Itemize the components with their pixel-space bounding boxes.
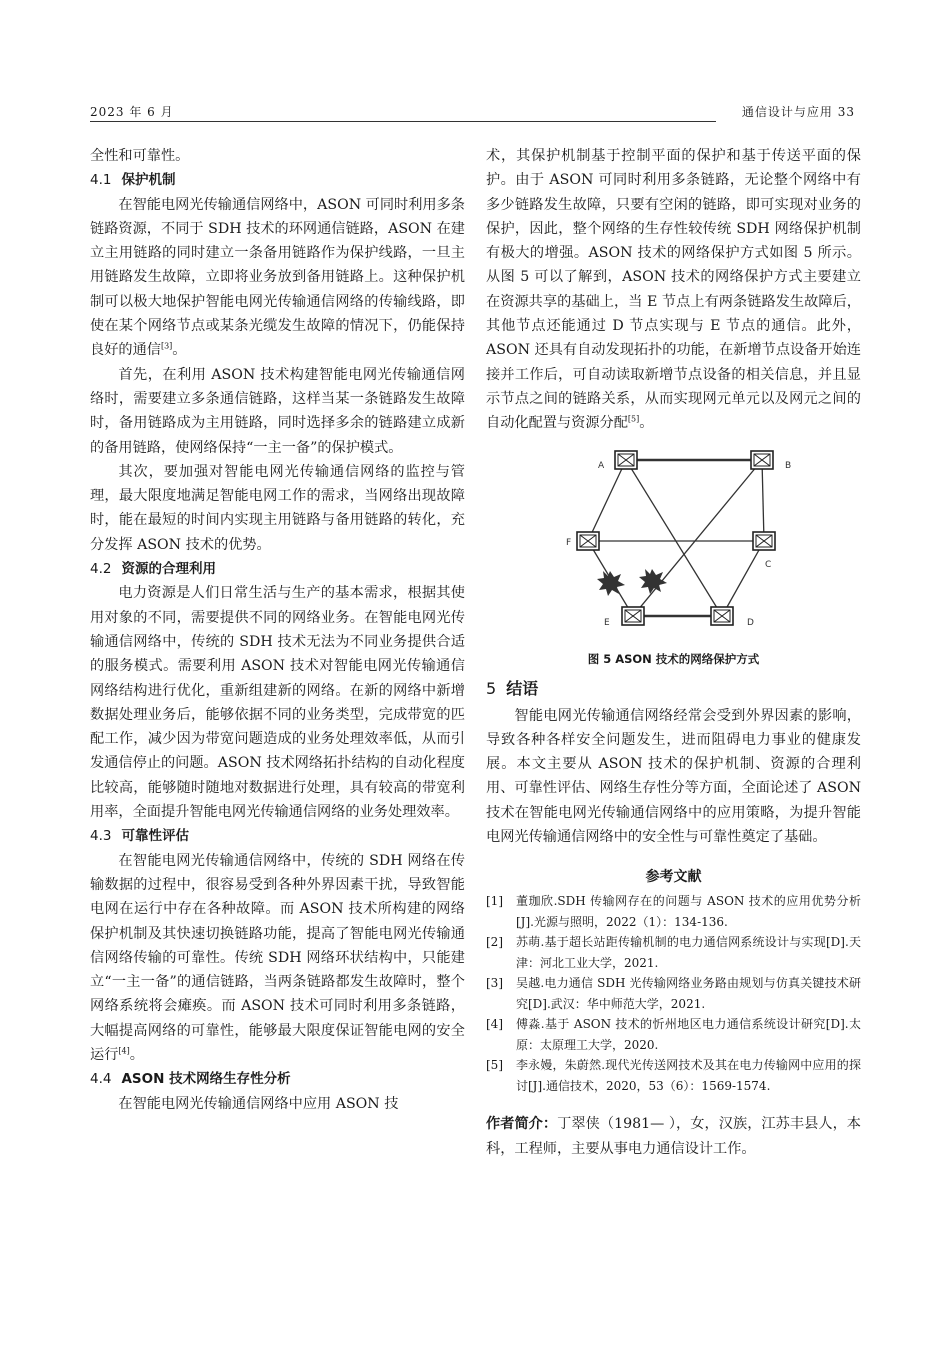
- node-f-label: F: [566, 537, 572, 548]
- section-5-heading: [486, 674, 861, 704]
- section-number: 4.3: [90, 828, 112, 845]
- paragraph-conclusion: 智能电网光传输通信网络经常会受到外界因素的影响，导致各种各样安全问题发生，进而阻碍电力事业的健康发展。本文主要从 ASON 技术的保护机制、资源的合理利用、可靠性评估、网络生存性分等方面，全面论述了 ASON 技术在智能电网光传输通信网络中的应用策略，为提升智能电网光传输通信网络中的安全性与可靠性奠定了基础。: [486, 707, 861, 846]
- link-a-d: [626, 460, 722, 616]
- reference-item: [486, 1055, 861, 1096]
- reference-text: 董珈欣.SDH 传输网存在的问题与 ASON 技术的应用优势分析[J].光源与照明，2022（1）：134-136.: [516, 894, 861, 929]
- paragraph-text: 术，其保护机制基于控制平面的保护和基于传送平面的保护。由于 ASON 可同时利用多条链路，无论整个网络中有多少链路发生故障，只要有空闲的链路，即可实现对业务的保护，因此，整个网络的生存性较传统 SDH 网络保护机制有极大的增强。ASON 技术的网络保护方式如图 5 所示。从图 5 可以了解到，ASON 技术的网络保护方式主要建立在资源共享的基础上，当 E 节点上有两条链路发生故障后，其他节点还能通过 D 节点实现与 E 节点的通信。此外，ASON 还具有自动发现拓扑的功能，在新增节点设备开始连接并工作后，可自动读取新增节点设备的相关信息，并且显示节点之间的链路关系，从而实现网元单元以及网元之间的自动化配置与资源分配: [486, 148, 861, 432]
- node-c-label: C: [765, 559, 772, 570]
- paragraph-survivability-start: 在智能电网光传输通信网络中应用 ASON 技: [118, 1095, 399, 1112]
- figure-5: [486, 450, 861, 648]
- network-links: [588, 460, 764, 616]
- node-a-label: A: [598, 460, 605, 471]
- paragraph-protection: [90, 193, 465, 363]
- section-4-3-heading: [90, 824, 465, 848]
- section-4-4-heading: [90, 1067, 465, 1091]
- node-d: [711, 607, 733, 625]
- reference-item: [486, 1014, 861, 1055]
- network-diagram: [486, 450, 861, 648]
- paragraph-resources: 电力资源是人们日常生活与生产的基本需求，根据其使用对象的不同，需要提供不同的网络业务。在智能电网光传输通信网络中，传统的 SDH 技术无法为不同业务提供合适的服务模式。需要利用 ASON 技术对智能电网光传输通信网络结构进行优化，重新组建新的网络。在新的网络中新增数据处理业务后，能够依据不同的业务类型，完成带宽的匹配工作，减少因为带宽问题造成的业务处理效率低，从而引发通信停止的问题。ASON 技术网络拓扑结构的自动化程度比较高，能够随时随地对数据进行处理，具有较高的带宽利用率，全面提升智能电网光传输通信网络的业务处理效率。: [90, 585, 465, 821]
- section-number: 4.2: [90, 561, 112, 578]
- section-title: ASON 技术网络生存性分析: [121, 1071, 291, 1088]
- reference-number: [4]: [486, 1017, 503, 1032]
- reference-text: 李永嫚，朱蔚然.现代光传送网技术及其在电力传输网中应用的探讨[J].通信技术，2020，53（6）：1569-1574.: [516, 1058, 861, 1093]
- header-journal: 通信设计与应用 33: [741, 105, 855, 119]
- node-d-label: D: [747, 617, 754, 628]
- section-4-2-heading: [90, 557, 465, 581]
- references-list: [486, 891, 861, 1096]
- citation-ref: [3]: [160, 341, 173, 351]
- paragraph-reliability: [90, 849, 465, 1068]
- reference-number: [1]: [486, 894, 503, 909]
- link-d-c: [722, 541, 764, 616]
- node-e: [622, 607, 644, 625]
- left-column: [90, 144, 465, 1116]
- node-b: [751, 451, 773, 469]
- node-c: [753, 532, 775, 550]
- reference-text: 苏萌.基于超长站距传输机制的电力通信网系统设计与实现[D].天津：河北工业大学，2021.: [516, 935, 861, 970]
- reference-number: [5]: [486, 1058, 503, 1073]
- references-title: 参考文献: [645, 869, 702, 886]
- section-title: 可靠性评估: [121, 828, 189, 845]
- link-b-e: [633, 460, 762, 616]
- reference-text: 吴越.电力通信 SDH 光传输网络业务路由规划与仿真关键技术研究[D].武汉：华中师范大学，2021.: [516, 976, 861, 1011]
- node-f: [577, 532, 599, 550]
- citation-ref: [4]: [118, 1046, 130, 1056]
- paragraph-intro-end: 全性和可靠性。: [90, 148, 190, 164]
- paragraph-first: 首先，在利用 ASON 技术构建智能电网光传输通信网络时，需要建立多条通信链路，这样当某一条链路发生故障时，备用链路成为主用链路，同时选择多余的链路建立成新的备用链路，使网络保持“一主一备”的保护模式。: [90, 366, 465, 456]
- paragraph-text: 在智能电网光传输通信网络中，传统的 SDH 网络在传输数据的过程中，很容易受到各种外界因素干扰，导致智能电网在运行中存在各种故障。而 ASON 技术所构建的网络保护机制及其快速切换链路功能，提高了智能电网光传输通信网络传输的可靠性。传统 SDH 网络环状结构中，只能建立“一主一备”的通信链路，当两条链路都发生故障时，整个网络系统将会瘫痪。而 ASON 技术可同时利用多条链路，大幅提高网络的可靠性，能够最大限度保证智能电网的安全运行: [90, 852, 465, 1063]
- section-number: 4.1: [90, 172, 112, 189]
- reference-number: [2]: [486, 935, 503, 950]
- author-bio: [486, 1112, 861, 1161]
- reference-item: [486, 891, 861, 932]
- node-e-label: E: [604, 617, 610, 628]
- link-b-c: [762, 460, 764, 541]
- header-rule: [90, 121, 716, 122]
- reference-text: 傅淼.基于 ASON 技术的忻州地区电力通信系统设计研究[D].太原：太原理工大学，2020.: [516, 1017, 861, 1052]
- section-title: 保护机制: [121, 172, 176, 189]
- paragraph-end: 。: [639, 415, 654, 432]
- node-a: [615, 451, 637, 469]
- author-bio-label: 作者简介：: [486, 1116, 558, 1133]
- reference-number: [3]: [486, 976, 503, 991]
- header-date: 2023 年 6 月: [90, 105, 174, 119]
- section-title: 结语: [506, 678, 539, 698]
- reference-item: [486, 932, 861, 973]
- link-a-f: [588, 460, 626, 541]
- right-column: [486, 144, 861, 1161]
- section-number: 5: [486, 678, 497, 698]
- section-number: 4.4: [90, 1071, 112, 1088]
- fault-burst-icon: [597, 571, 625, 596]
- fault-burst-icon: [639, 569, 667, 594]
- node-b-label: B: [785, 460, 792, 471]
- reference-item: [486, 973, 861, 1014]
- paragraph-second: 其次，要加强对智能电网光传输通信网络的监控与管理，最大限度地满足智能电网工作的需求，当网络出现故障时，能在最短的时间内实现主用链路与备用链路的转化，充分发挥 ASON 技术的优势。: [90, 463, 465, 553]
- citation-ref: [5]: [627, 414, 640, 424]
- paragraph-end: 。: [172, 342, 187, 359]
- section-title: 资源的合理利用: [121, 561, 216, 578]
- paragraph-end: 。: [129, 1046, 144, 1063]
- author-bio-text: 丁翠侠（1981— ），女，汉族，江苏丰县人，本科，工程师，主要从事电力通信设计工作。: [486, 1116, 861, 1157]
- paragraph-survivability-cont: [486, 144, 861, 436]
- figure-caption: 图 5 ASON 技术的网络保护方式: [587, 651, 760, 666]
- section-4-1-heading: [90, 168, 465, 192]
- paragraph-text: 在智能电网光传输通信网络中，ASON 可同时利用多条链路资源，不同于 SDH 技术的环网通信链路，ASON 在建立主用链路的同时建立一条备用链路作为保护线路，一旦主用链路发生故障，立即将业务放到备用链路上。这种保护机制可以极大地保护智能电网光传输通信网络的传输线路，即使在某个网络节点或某条光缆发生故障的情况下，仍能保持良好的通信: [90, 196, 465, 359]
